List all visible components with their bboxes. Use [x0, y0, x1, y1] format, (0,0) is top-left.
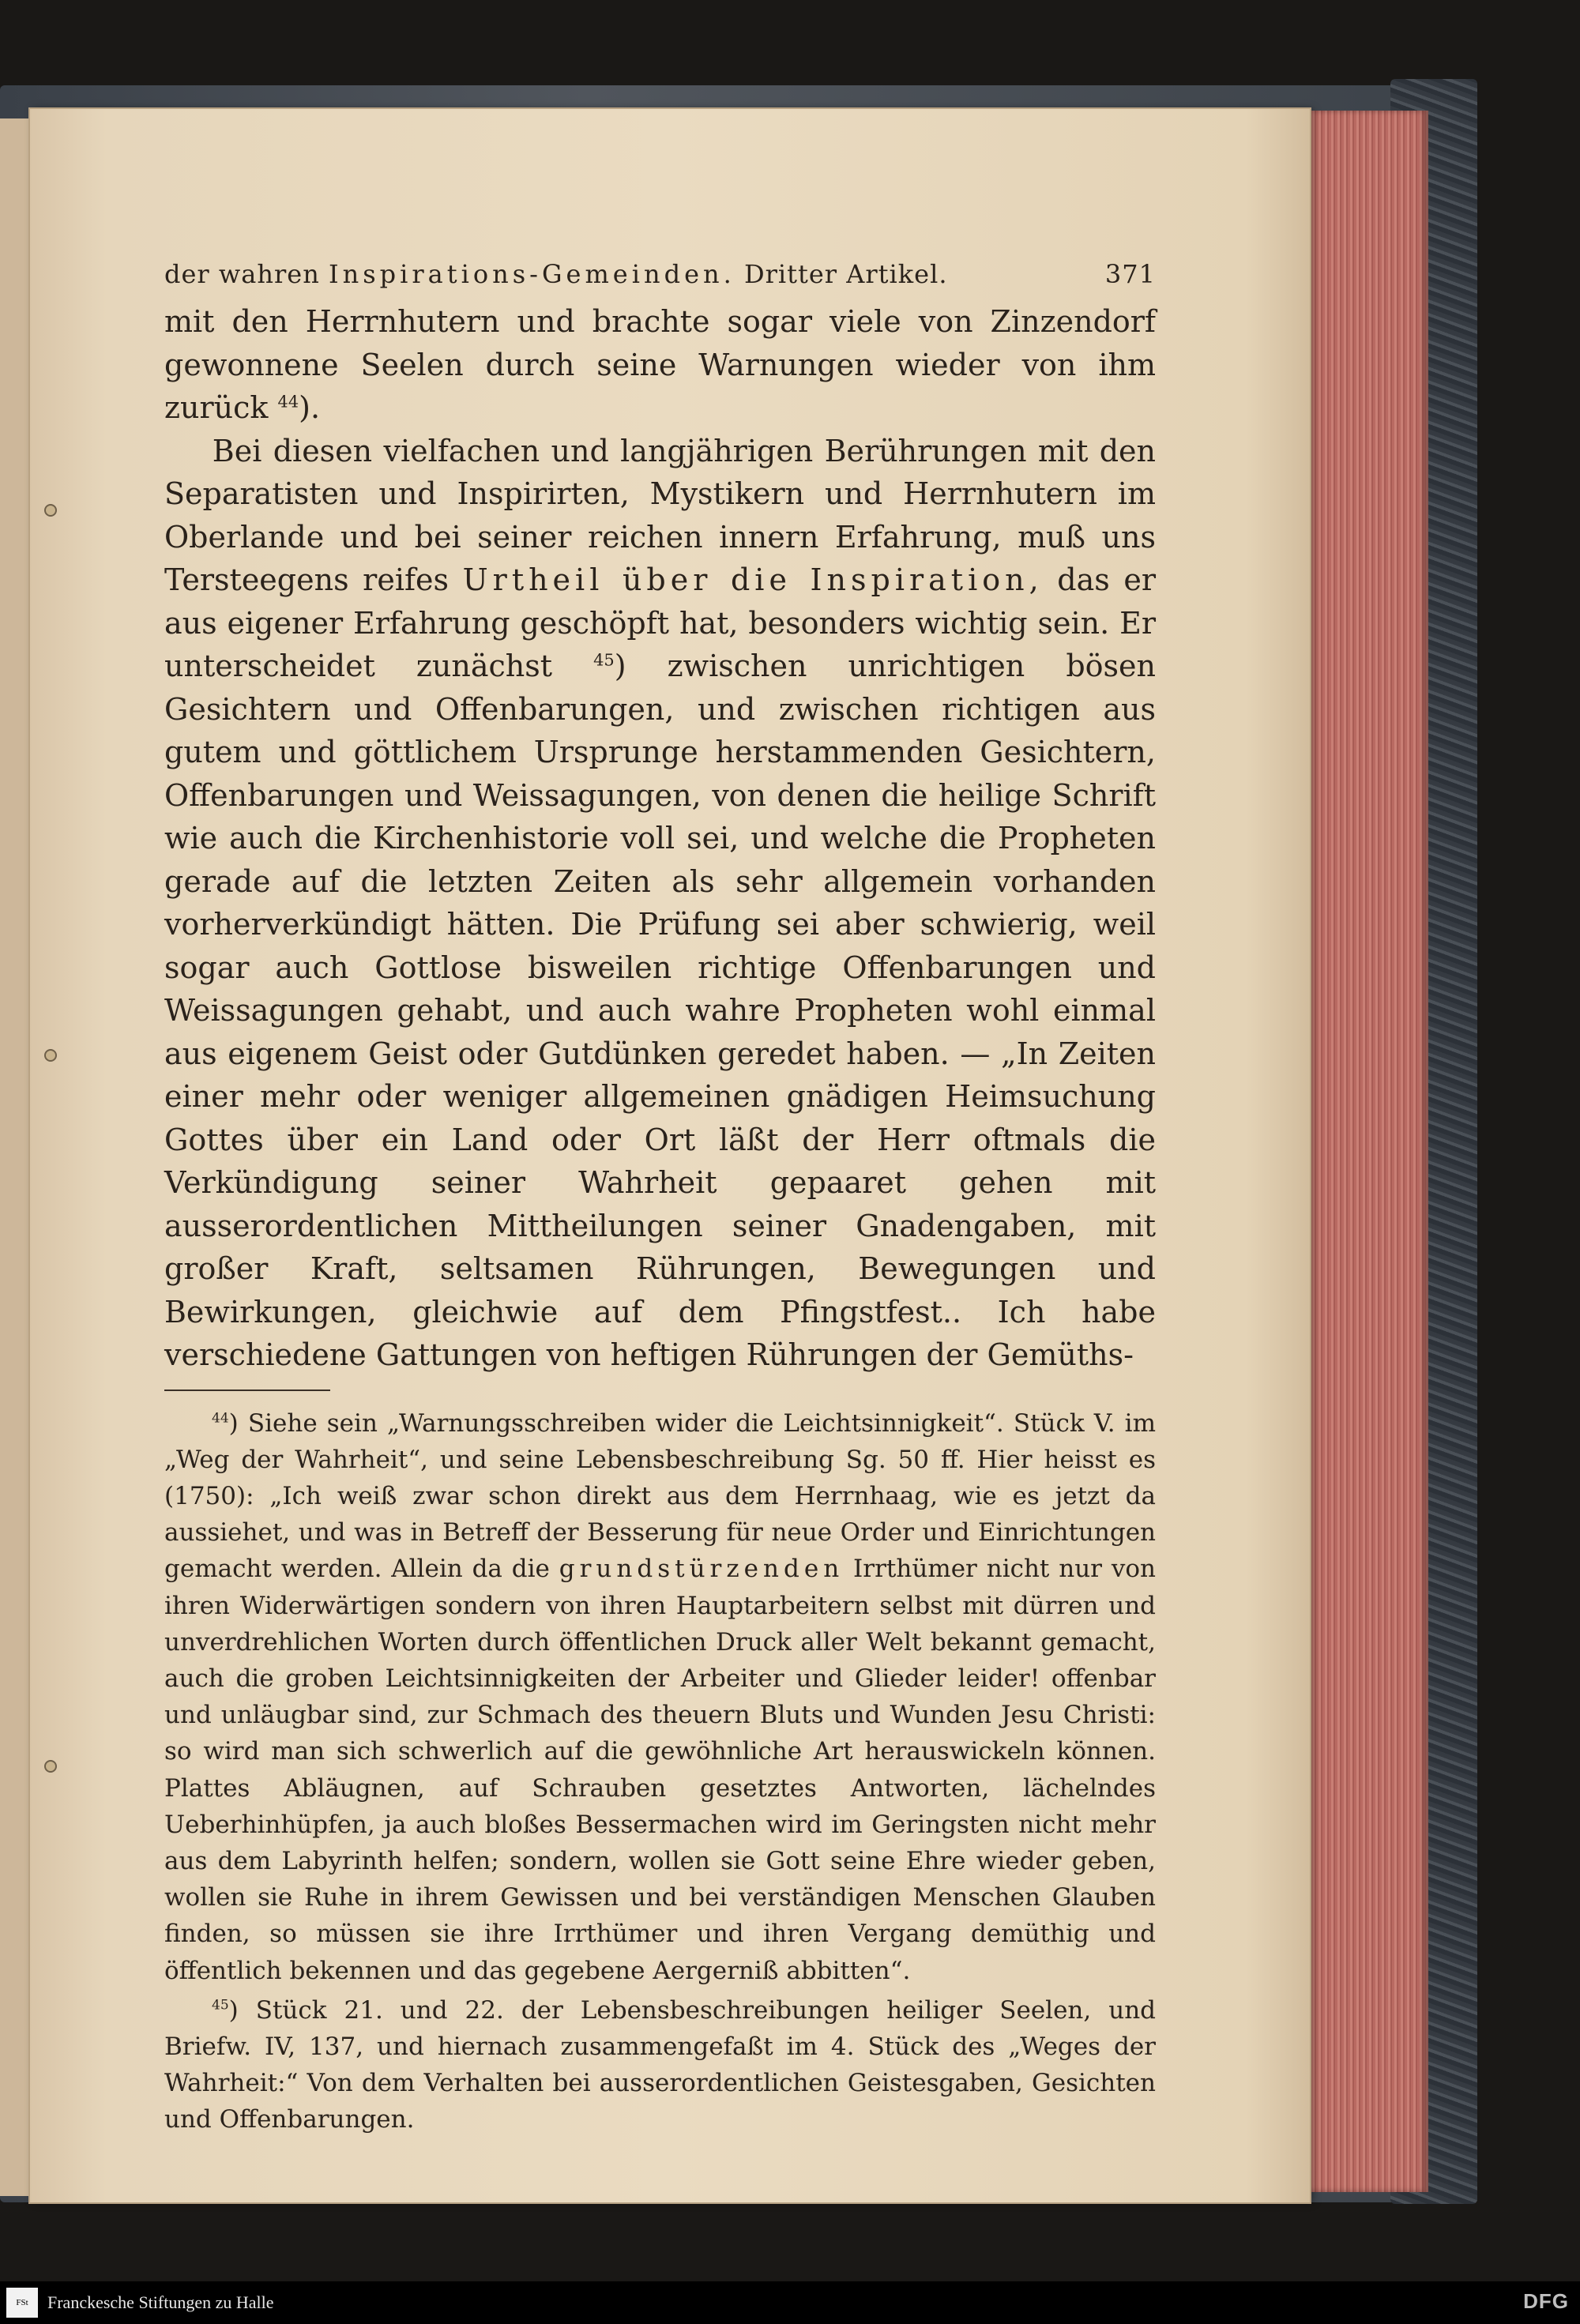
running-title: [164, 259, 948, 289]
funder-logo: DFG: [1523, 2289, 1569, 2313]
left-page-edge: [0, 118, 34, 2196]
paragraph: [164, 300, 1156, 430]
institution-logo: FSt: [6, 2288, 38, 2318]
viewer-footer: [0, 2281, 1580, 2324]
binding-hole: [44, 504, 57, 517]
running-title-tail: Dritter Artikel.: [743, 259, 948, 289]
paragraph-text: das er aus eigener Erfahrung geschöpft hat, besonders wichtig sein. Er unterscheidet zunächst: [164, 562, 1156, 683]
footnote-ref: 45: [593, 650, 615, 670]
footnote-number: 45: [212, 1997, 229, 2014]
emphasis-text: grundstürzenden: [559, 1555, 845, 1584]
footnote-45: [164, 1992, 1156, 2138]
emphasis-text: Urtheil über die Inspiration,: [462, 562, 1044, 597]
text-block: [164, 259, 1156, 2138]
footnote-ref: 44: [277, 392, 299, 412]
book-page: [30, 109, 1310, 2202]
paragraph-text: mit den Herrnhutern und brachte sogar viele von Zinzendorf gewonnene Seelen durch seine Warnungen wieder von ihm zurück: [164, 304, 1156, 425]
paragraph-text: ) zwischen unrichtigen bösen Gesichtern und Offenbarungen, und zwischen richtigen aus gutem und göttlichem Ursprunge herstammenden Gesichtern, Offenbarungen und Weissagungen, von denen die heilige Schrift wie auch die Kirchenhistorie voll sei, und welche die Propheten gerade auf die letzten Zeiten als sehr allgemein vorhanden vorherverkündigt hätten. Die Prüfung sei aber schwierig, weil sogar auch Gottlose bisweilen richtige Offenbarungen und Weissagungen gehabt, und auch wahre Propheten wohl einmal aus eigenem Geist oder Gutdünken geredet haben. — „In Zeiten einer mehr oder weniger allgemeinen gnädigen Heimsuchung Gottes über ein Land oder Ort läßt der Herr oftmals die Verkündigung seiner Wahrheit gepaaret gehen mit ausserordentlichen Mittheilungen seiner Gnadengaben, mit großer Kraft, seltsamen Rührungen, Bewegungen und Bewirkungen, gleichwie auf dem Pfingstfest.. Ich habe verschiedene Gattungen von heftigen Rührungen der Gemüths-: [164, 649, 1156, 1372]
footnote-number: 44: [212, 1410, 229, 1427]
footnote-text: Irrthümer nicht nur von ihren Widerwärtigen sondern von ihren Hauptarbeitern selbst mit dürren und unverdrehlichen Worten durch öffentlichen Druck aller Welt bekannt gemacht, auch die groben Leichtsinnigkeiten der Arbeiter und Glieder leider! offenbar und unläugbar sind, zur Schmach des theuern Bluts und Wunden Jesu Christi: so wird man sich schwerlich auf die gewöhnliche Art herauswickeln können. Plattes Abläugnen, auf Schrauben gesetztes Antworten, lächelndes Ueberhinhüpfen, ja auch bloßes Bessermachen wird im Geringsten nicht mehr aus dem Labyrinth helfen; sondern, wollen sie Gott seine Ehre wieder geben, wollen sie Ruhe in ihrem Gewissen und bei verständigen Menschen Glauben finden, so müssen sie ihre Irrthümer und ihren Vergang demüthig und öffentlich bekennen und das gegebene Aergerniß abbitten“.: [164, 1555, 1157, 1985]
page-number: 371: [1104, 259, 1156, 289]
institution-name: Franckesche Stiftungen zu Halle: [47, 2292, 274, 2312]
page-block-edge: [1307, 111, 1428, 2192]
footnote-text: ) Stück 21. und 22. der Lebensbeschreibungen heiliger Seelen, und Briefw. IV, 137, und hiernach zusammengefaßt im 4. Stück des „Weges der Wahrheit:“ Von dem Verhalten bei ausserordentlichen Geistesgaben, Gesichten und Offenbarungen.: [164, 1995, 1156, 2134]
footnote-divider: [164, 1390, 330, 1391]
paragraph: [164, 430, 1156, 1377]
paragraph-text: Bei diesen vielfachen und langjährigen Berührungen mit den Separatisten und Inspirirten, Mystikern und Herrnhutern im Oberlande und bei seiner reichen innern Erfahrung, muß uns Tersteegens reifes: [164, 433, 1156, 597]
running-header: [164, 259, 1156, 289]
paragraph-text: ).: [299, 390, 321, 425]
footnote-44: [164, 1405, 1156, 1989]
running-title-lead: der wahren: [164, 259, 320, 289]
footnote-text: ) Siehe sein „Warnungsschreiben wider die Leichtsinnigkeit“. Stück V. im „Weg der Wahrheit“, und seine Lebensbeschreibung Sg. 50 ff. Hier heisst es (1750): „Ich weiß zwar schon direkt aus dem Herrnhaag, wie es jetzt da aussiehet, und was in Betreff der Besserung für neue Order und Einrichtungen gemacht werden. Allein da die: [164, 1408, 1156, 1584]
body-text: [164, 300, 1156, 1377]
binding-hole: [44, 1760, 57, 1773]
binding-hole: [44, 1049, 57, 1062]
running-title-spaced: Inspirations-Gemeinden.: [328, 259, 735, 289]
